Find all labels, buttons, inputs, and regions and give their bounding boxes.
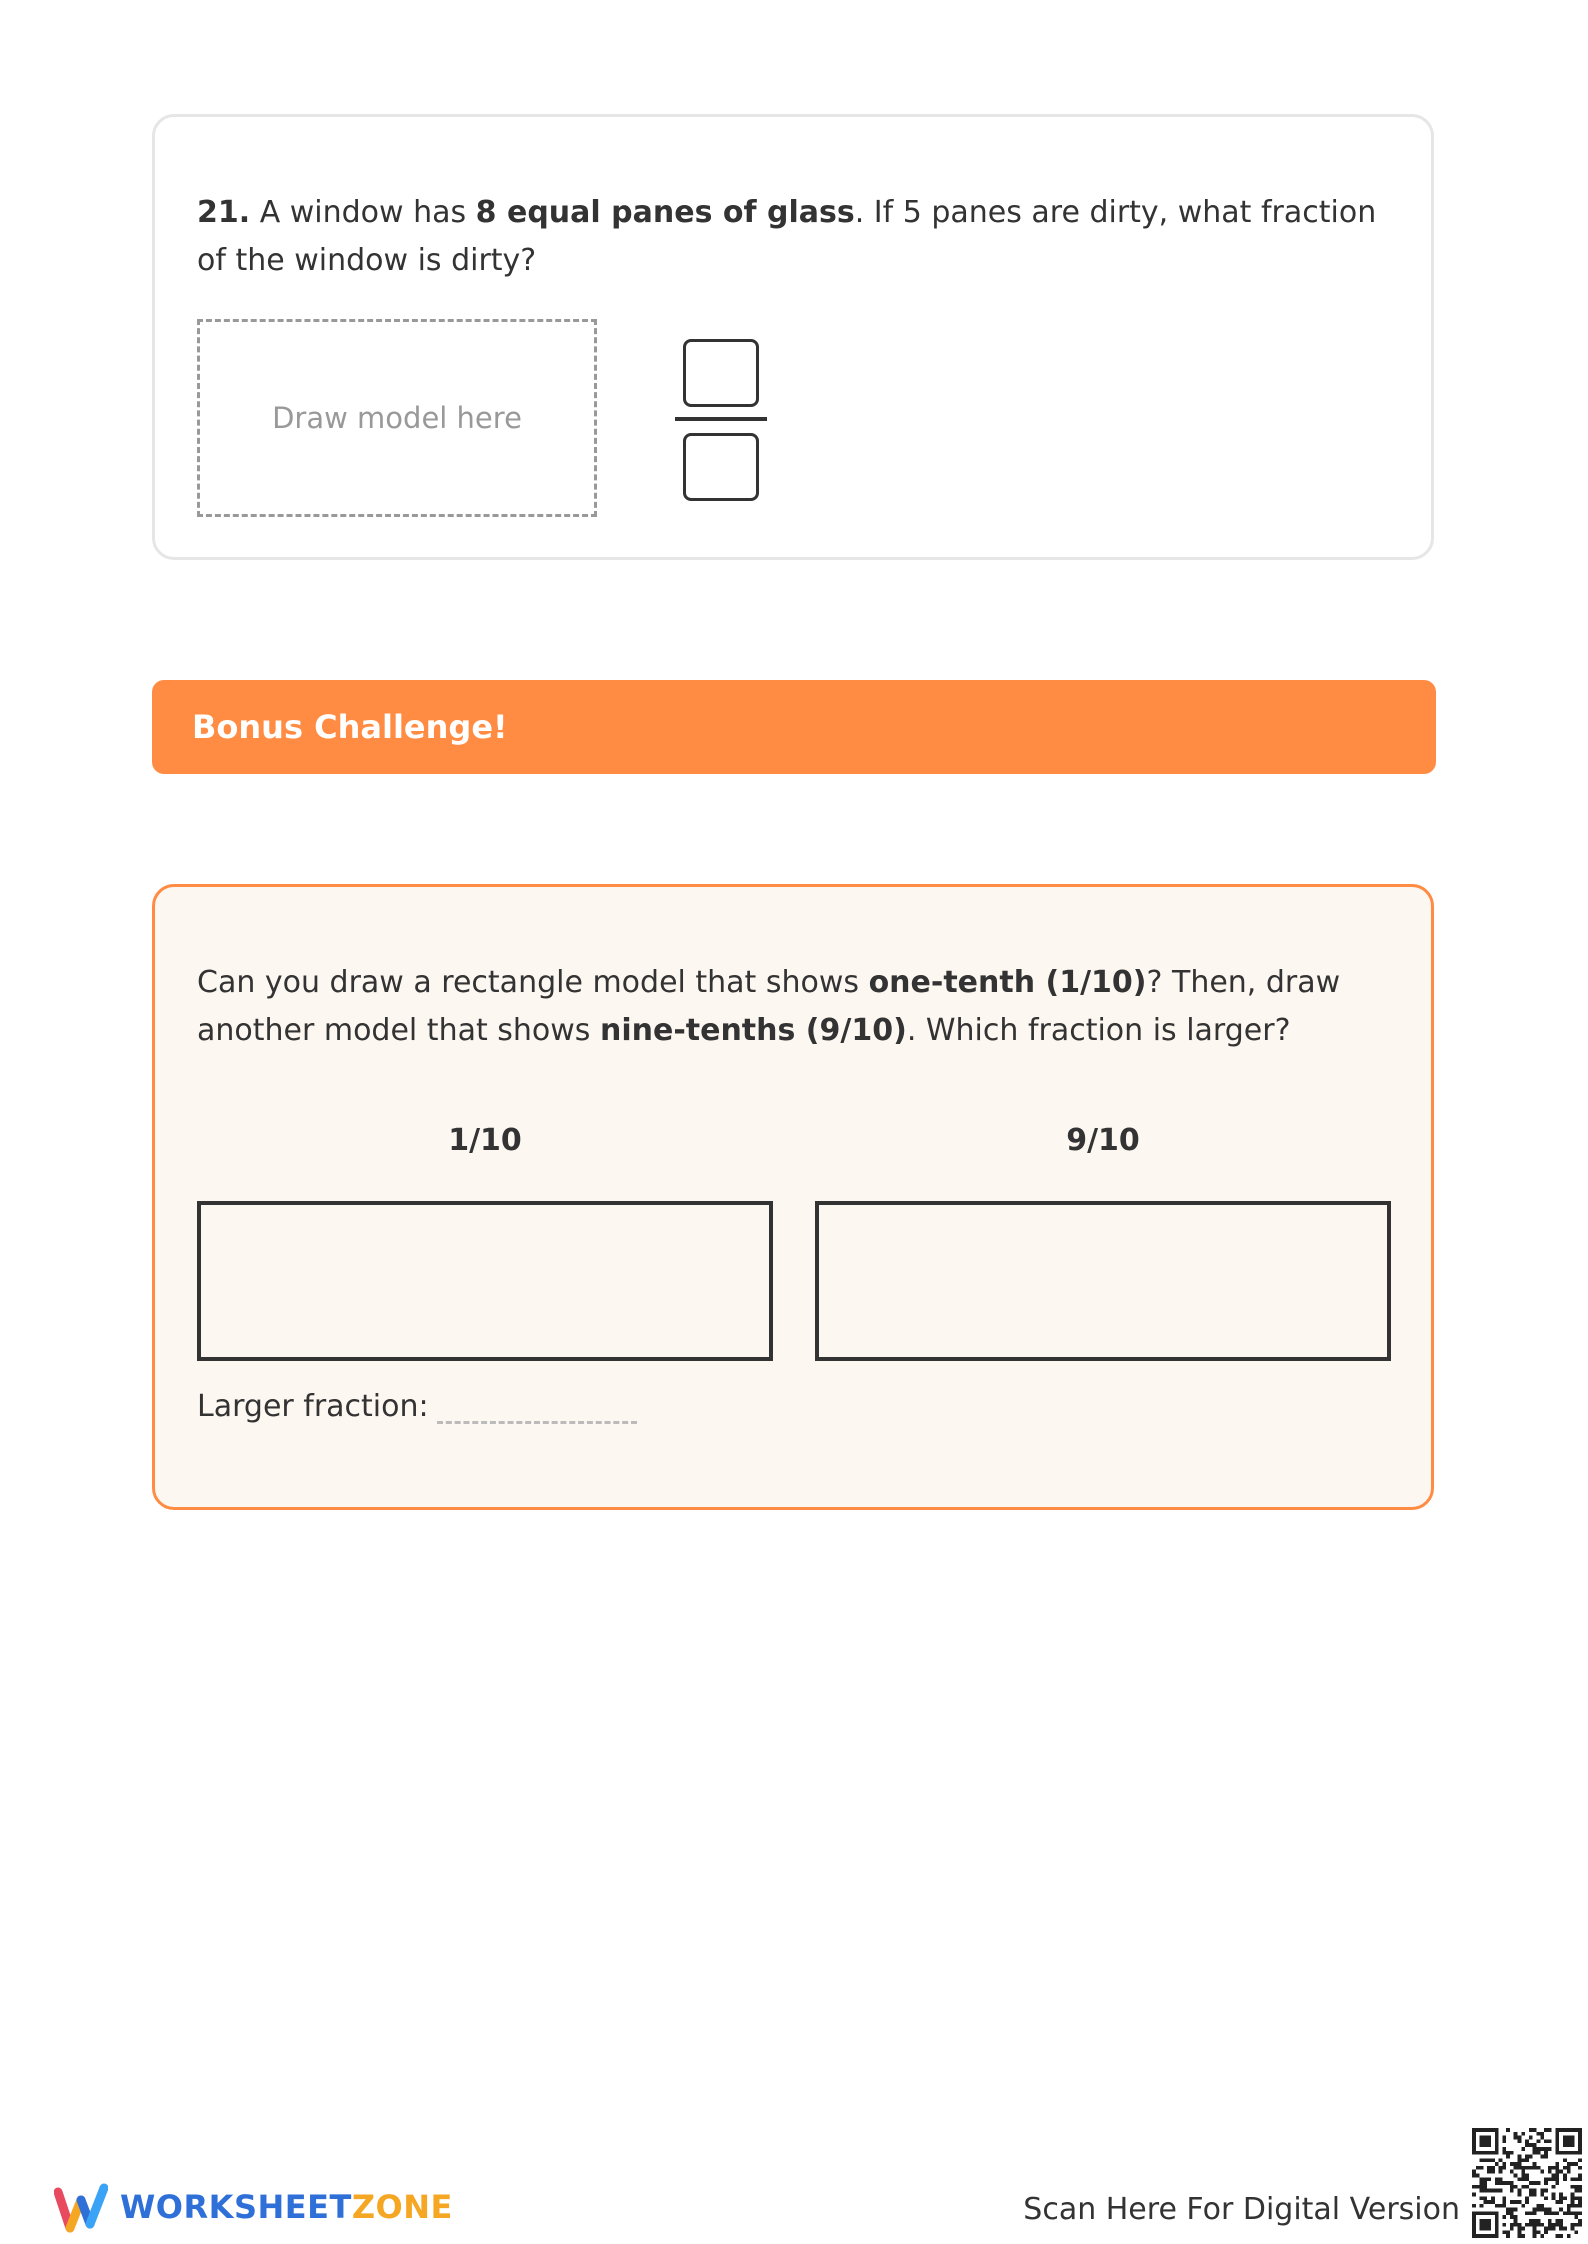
larger-fraction-blank[interactable] (437, 1391, 637, 1424)
logo-text-worksheet: WORKSHEET (120, 2188, 352, 2226)
bonus-card (152, 884, 1434, 1510)
numerator-box[interactable] (683, 339, 759, 407)
draw-model-area[interactable] (197, 319, 597, 517)
qr-code-icon[interactable] (1472, 2128, 1582, 2238)
bonus-challenge-banner (152, 680, 1436, 774)
worksheetzone-logo (54, 2180, 453, 2234)
bonus-title: Bonus Challenge! (192, 708, 508, 746)
question-text-post: . If 5 panes are dirty, what fraction of the window is dirty? (197, 195, 1377, 278)
question-text (197, 189, 1397, 285)
question-21-card (152, 114, 1434, 560)
nine-tenths-label: 9/10 (1066, 1123, 1140, 1158)
bonus-text (197, 959, 1407, 1055)
draw-model-placeholder: Draw model here (272, 401, 522, 435)
nine-tenths-model-rectangle[interactable] (815, 1201, 1391, 1361)
fraction-bar (675, 417, 767, 421)
scan-here-text: Scan Here For Digital Version (1023, 2192, 1460, 2227)
worksheetzone-logo-icon (54, 2180, 108, 2234)
question-text-bold: 8 equal panes of glass (475, 195, 855, 230)
larger-fraction-label: Larger fraction: (197, 1389, 429, 1424)
bonus-bold-1: one-tenth (1/10) (868, 965, 1147, 1000)
bonus-text-3: . Which fraction is larger? (906, 1013, 1291, 1048)
question-text-pre: A window has (250, 195, 476, 230)
bonus-text-2: ? Then, draw another model that shows (197, 965, 1341, 1048)
logo-text-zone: ZONE (351, 2188, 453, 2226)
bonus-text-1: Can you draw a rectangle model that shows (197, 965, 869, 1000)
bonus-bold-2: nine-tenths (9/10) (599, 1013, 907, 1048)
one-tenth-model-rectangle[interactable] (197, 1201, 773, 1361)
fraction-answer (675, 339, 767, 501)
larger-fraction-row (197, 1389, 637, 1424)
denominator-box[interactable] (683, 433, 759, 501)
one-tenth-label: 1/10 (448, 1123, 522, 1158)
question-number: 21. (197, 195, 251, 230)
logo-text (120, 2188, 453, 2226)
